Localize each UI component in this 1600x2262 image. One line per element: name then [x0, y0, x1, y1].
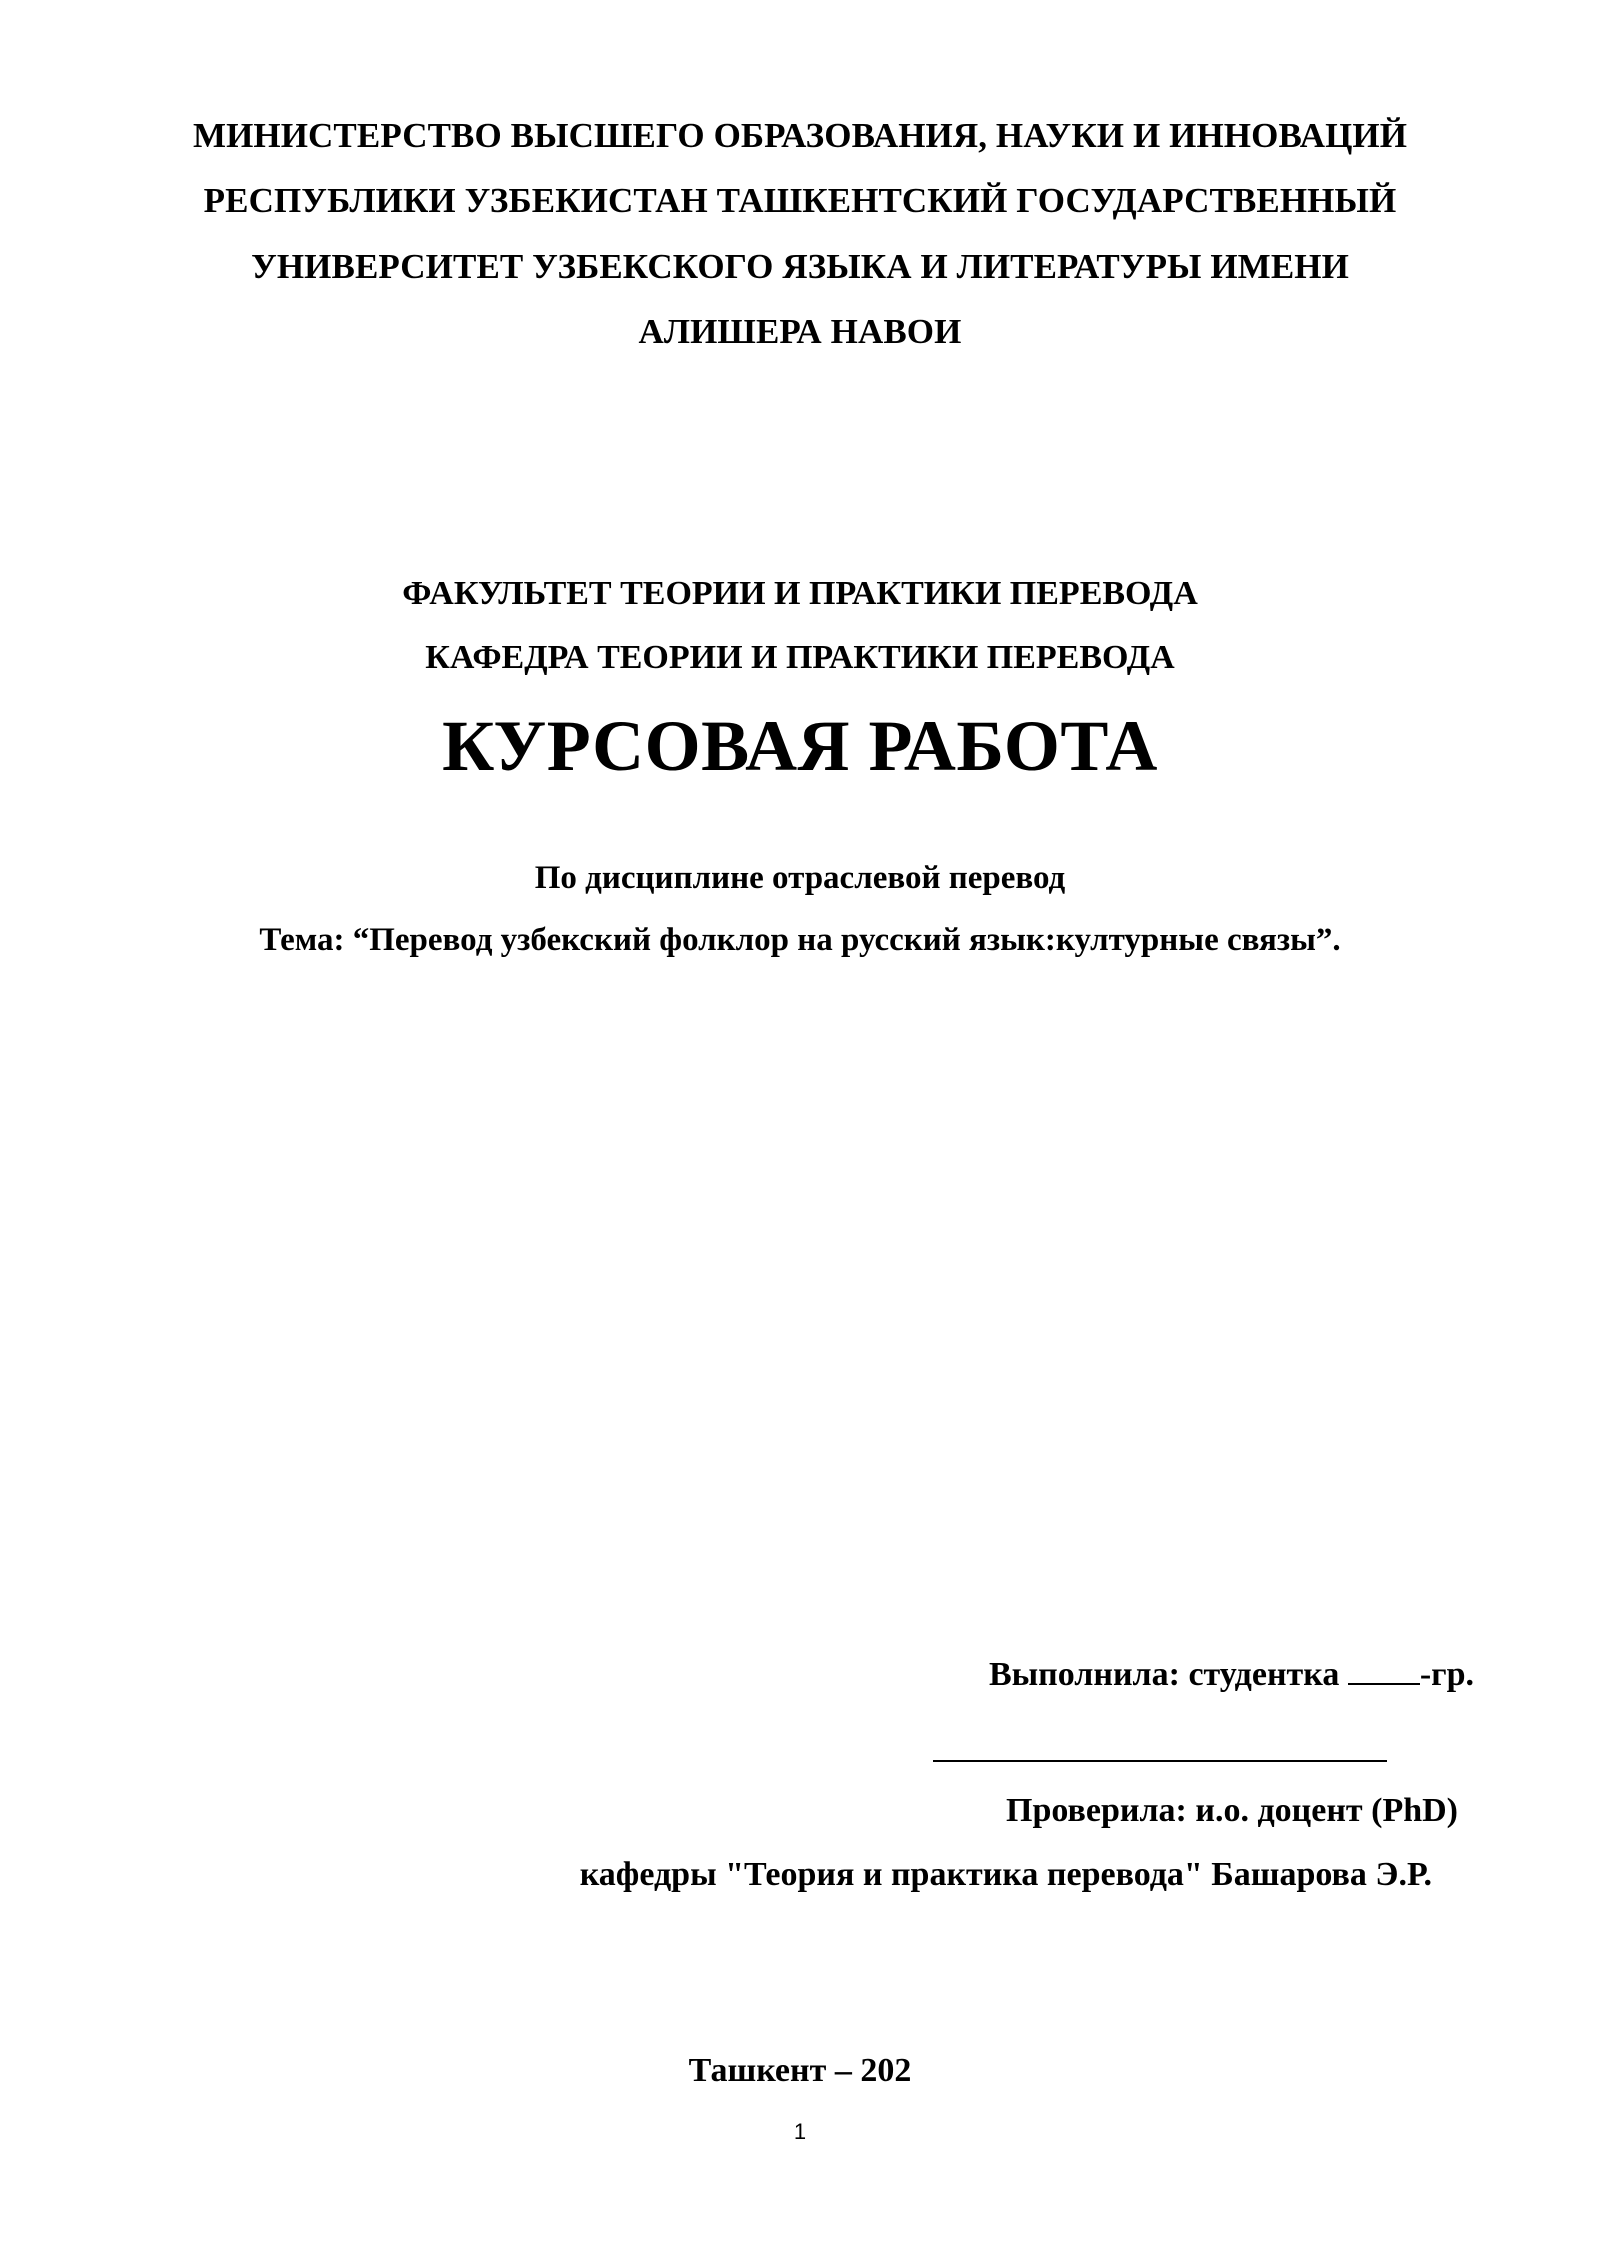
document-title: КУРСОВАЯ РАБОТА: [442, 706, 1158, 786]
discipline-line: По дисциплине отраслевой перевод: [534, 860, 1066, 896]
group-number-blank: [1348, 1683, 1420, 1685]
faculty-name: ФАКУЛЬТЕТ ТЕОРИИ И ПРАКТИКИ ПЕРЕВОДА: [402, 575, 1198, 612]
city-year: Ташкент – 202: [688, 2052, 912, 2089]
completed-by-line: [989, 1658, 1474, 1692]
supervisor-department-line: кафедры "Теория и практика перевода" Башарова Э.Р.: [579, 1856, 1432, 1893]
checked-by-line: Проверила: и.о. доцент (PhD): [1006, 1792, 1458, 1829]
completed-by-label: Выполнила: студентка: [988, 1656, 1348, 1693]
student-name-blank: [933, 1760, 1387, 1762]
topic-line: Тема: “Перевод узбекский фолклор на русский язык:културные связы”.: [259, 922, 1341, 958]
department-name: КАФЕДРА ТЕОРИИ И ПРАКТИКИ ПЕРЕВОДА: [425, 639, 1175, 676]
ministry-line-3: УНИВЕРСИТЕТ УЗБЕКСКОГО ЯЗЫКА И ЛИТЕРАТУРЫ ИМЕНИ: [251, 247, 1349, 286]
ministry-line-1: МИНИСТЕРСТВО ВЫСШЕГО ОБРАЗОВАНИЯ, НАУКИ И ИННОВАЦИЙ: [192, 116, 1408, 155]
ministry-line-2: РЕСПУБЛИКИ УЗБЕКИСТАН ТАШКЕНТСКИЙ ГОСУДАРСТВЕННЫЙ: [203, 181, 1397, 220]
group-suffix: -гр.: [1419, 1656, 1474, 1693]
page-number: 1: [793, 2119, 807, 2144]
ministry-line-4: АЛИШЕРА НАВОИ: [638, 312, 962, 351]
